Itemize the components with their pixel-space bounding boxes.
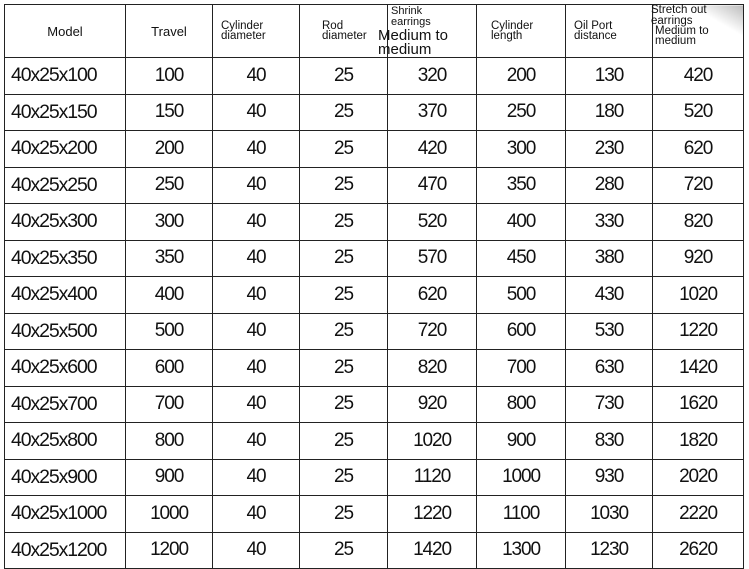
cell-oil-port-distance: 280 [566, 167, 653, 204]
cell-rod-diameter: 25 [300, 459, 388, 496]
cell-travel: 400 [126, 277, 213, 314]
cell-rod-diameter: 25 [300, 94, 388, 131]
cell-cylinder-diameter: 40 [213, 423, 300, 460]
cell-oil-port-distance: 330 [566, 204, 653, 241]
cell-travel: 350 [126, 240, 213, 277]
cell-cylinder-length: 350 [477, 167, 566, 204]
cell-cylinder-diameter: 40 [213, 204, 300, 241]
cell-model: 40x25x250 [5, 167, 126, 204]
cell-rod-diameter: 25 [300, 131, 388, 168]
cell-oil-port-distance: 380 [566, 240, 653, 277]
cell-cylinder-length: 250 [477, 94, 566, 131]
cell-shrink-earrings: 820 [388, 350, 477, 387]
header-cylinder-length-line-2: length [491, 30, 523, 42]
cell-model: 40x25x350 [5, 240, 126, 277]
cell-model: 40x25x300 [5, 204, 126, 241]
cell-shrink-earrings: 570 [388, 240, 477, 277]
cell-travel: 900 [126, 459, 213, 496]
cell-cylinder-diameter: 40 [213, 496, 300, 533]
cell-rod-diameter: 25 [300, 58, 388, 95]
cell-stretch-out-earrings: 920 [653, 240, 744, 277]
header-cylinder-diameter-line-2: diameter [221, 30, 266, 42]
cell-stretch-out-earrings: 420 [653, 58, 744, 95]
cell-shrink-earrings: 370 [388, 94, 477, 131]
header-cylinder-diameter [213, 5, 300, 58]
header-cylinder-length-line-1: Cylinder [491, 20, 534, 32]
cell-oil-port-distance: 730 [566, 386, 653, 423]
table-row [5, 386, 744, 423]
header-cylinder-length [477, 5, 566, 58]
header-shrink-earrings [378, 5, 477, 58]
table-row [5, 240, 744, 277]
cell-travel: 700 [126, 386, 213, 423]
cell-cylinder-length: 450 [477, 240, 566, 277]
header-cylinder-diameter-line-1: Cylinder [221, 20, 264, 32]
cell-stretch-out-earrings: 1220 [653, 313, 744, 350]
cell-rod-diameter: 25 [300, 386, 388, 423]
header-stretch-line-1: Stretch out [651, 4, 707, 16]
header-rod-diameter [300, 5, 388, 58]
cell-travel: 300 [126, 204, 213, 241]
cell-rod-diameter: 25 [300, 277, 388, 314]
cell-shrink-earrings: 720 [388, 313, 477, 350]
cell-rod-diameter: 25 [300, 423, 388, 460]
cell-shrink-earrings: 1120 [388, 459, 477, 496]
cell-cylinder-diameter: 40 [213, 277, 300, 314]
table-row [5, 313, 744, 350]
cell-stretch-out-earrings: 720 [653, 167, 744, 204]
cell-rod-diameter: 25 [300, 204, 388, 241]
header-stretch-sub-2: medium [655, 34, 696, 47]
cell-rod-diameter: 25 [300, 313, 388, 350]
cell-rod-diameter: 25 [300, 167, 388, 204]
cell-rod-diameter: 25 [300, 350, 388, 387]
cylinder-spec-table [4, 4, 744, 569]
cell-stretch-out-earrings: 620 [653, 131, 744, 168]
cell-stretch-out-earrings: 2620 [653, 532, 744, 569]
table-row [5, 58, 744, 95]
cell-oil-port-distance: 1230 [566, 532, 653, 569]
cell-cylinder-length: 200 [477, 58, 566, 95]
cell-travel: 100 [126, 58, 213, 95]
header-travel: Travel [126, 5, 213, 58]
cell-model: 40x25x200 [5, 131, 126, 168]
header-oil-port-line-1: Oil Port [574, 20, 613, 32]
cell-model: 40x25x700 [5, 386, 126, 423]
cell-cylinder-diameter: 40 [213, 532, 300, 569]
header-oil-port-distance [566, 5, 653, 58]
table-row [5, 532, 744, 569]
cell-model: 40x25x400 [5, 277, 126, 314]
cell-shrink-earrings: 920 [388, 386, 477, 423]
table-row [5, 131, 744, 168]
header-model: Model [5, 5, 126, 58]
cell-cylinder-diameter: 40 [213, 386, 300, 423]
cell-model: 40x25x800 [5, 423, 126, 460]
cell-cylinder-length: 1000 [477, 459, 566, 496]
cell-stretch-out-earrings: 1620 [653, 386, 744, 423]
cell-cylinder-length: 1100 [477, 496, 566, 533]
cell-shrink-earrings: 620 [388, 277, 477, 314]
cell-travel: 600 [126, 350, 213, 387]
cell-cylinder-length: 600 [477, 313, 566, 350]
cell-stretch-out-earrings: 1820 [653, 423, 744, 460]
table-row [5, 204, 744, 241]
cell-rod-diameter: 25 [300, 240, 388, 277]
cell-cylinder-diameter: 40 [213, 58, 300, 95]
cell-oil-port-distance: 1030 [566, 496, 653, 533]
cell-rod-diameter: 25 [300, 532, 388, 569]
header-shrink-sub-1: Medium to [378, 27, 449, 44]
cell-oil-port-distance: 830 [566, 423, 653, 460]
table-row [5, 277, 744, 314]
cell-cylinder-diameter: 40 [213, 459, 300, 496]
cell-shrink-earrings: 470 [388, 167, 477, 204]
cell-cylinder-diameter: 40 [213, 350, 300, 387]
header-stretch-line-2: earrings [651, 14, 693, 27]
header-stretch-sub-1: Medium to [655, 25, 709, 37]
cell-cylinder-length: 700 [477, 350, 566, 387]
cell-cylinder-length: 500 [477, 277, 566, 314]
cell-model: 40x25x1000 [5, 496, 126, 533]
cell-stretch-out-earrings: 2220 [653, 496, 744, 533]
header-shrink-line-2: earrings [391, 16, 431, 28]
header-shrink-line-1: Shrink [391, 5, 423, 17]
cell-cylinder-diameter: 40 [213, 313, 300, 350]
header-shrink-sub-2: medium [378, 41, 432, 58]
cell-travel: 500 [126, 313, 213, 350]
cell-travel: 800 [126, 423, 213, 460]
cell-shrink-earrings: 420 [388, 131, 477, 168]
table-row [5, 167, 744, 204]
header-row [5, 5, 744, 58]
cell-stretch-out-earrings: 1020 [653, 277, 744, 314]
cell-travel: 1000 [126, 496, 213, 533]
table-row [5, 459, 744, 496]
cell-cylinder-diameter: 40 [213, 240, 300, 277]
cell-cylinder-length: 900 [477, 423, 566, 460]
cell-model: 40x25x1200 [5, 532, 126, 569]
cell-stretch-out-earrings: 1420 [653, 350, 744, 387]
cell-travel: 200 [126, 131, 213, 168]
cell-stretch-out-earrings: 520 [653, 94, 744, 131]
table-row [5, 423, 744, 460]
cell-model: 40x25x150 [5, 94, 126, 131]
cell-model: 40x25x600 [5, 350, 126, 387]
cell-rod-diameter: 25 [300, 496, 388, 533]
table-row [5, 496, 744, 533]
cell-travel: 150 [126, 94, 213, 131]
cell-cylinder-diameter: 40 [213, 167, 300, 204]
table-row [5, 350, 744, 387]
header-rod-diameter-line-2: diameter [322, 30, 367, 42]
cell-cylinder-length: 400 [477, 204, 566, 241]
cell-oil-port-distance: 430 [566, 277, 653, 314]
cell-shrink-earrings: 1020 [388, 423, 477, 460]
cell-shrink-earrings: 1220 [388, 496, 477, 533]
cell-cylinder-length: 800 [477, 386, 566, 423]
cell-oil-port-distance: 130 [566, 58, 653, 95]
cell-oil-port-distance: 230 [566, 131, 653, 168]
cell-shrink-earrings: 520 [388, 204, 477, 241]
cell-travel: 250 [126, 167, 213, 204]
cell-travel: 1200 [126, 532, 213, 569]
cell-model: 40x25x900 [5, 459, 126, 496]
cell-shrink-earrings: 1420 [388, 532, 477, 569]
cell-cylinder-diameter: 40 [213, 94, 300, 131]
table-body [5, 58, 744, 569]
table-row [5, 94, 744, 131]
header-stretch-out-earrings [653, 5, 744, 58]
header-rod-diameter-line-1: Rod [322, 20, 344, 32]
cell-oil-port-distance: 180 [566, 94, 653, 131]
cell-cylinder-length: 1300 [477, 532, 566, 569]
cell-oil-port-distance: 530 [566, 313, 653, 350]
cell-shrink-earrings: 320 [388, 58, 477, 95]
cell-oil-port-distance: 930 [566, 459, 653, 496]
cell-model: 40x25x500 [5, 313, 126, 350]
cell-stretch-out-earrings: 820 [653, 204, 744, 241]
header-oil-port-line-2: distance [574, 30, 617, 42]
cell-stretch-out-earrings: 2020 [653, 459, 744, 496]
cell-model: 40x25x100 [5, 58, 126, 95]
cell-cylinder-length: 300 [477, 131, 566, 168]
cell-oil-port-distance: 630 [566, 350, 653, 387]
cell-cylinder-diameter: 40 [213, 131, 300, 168]
